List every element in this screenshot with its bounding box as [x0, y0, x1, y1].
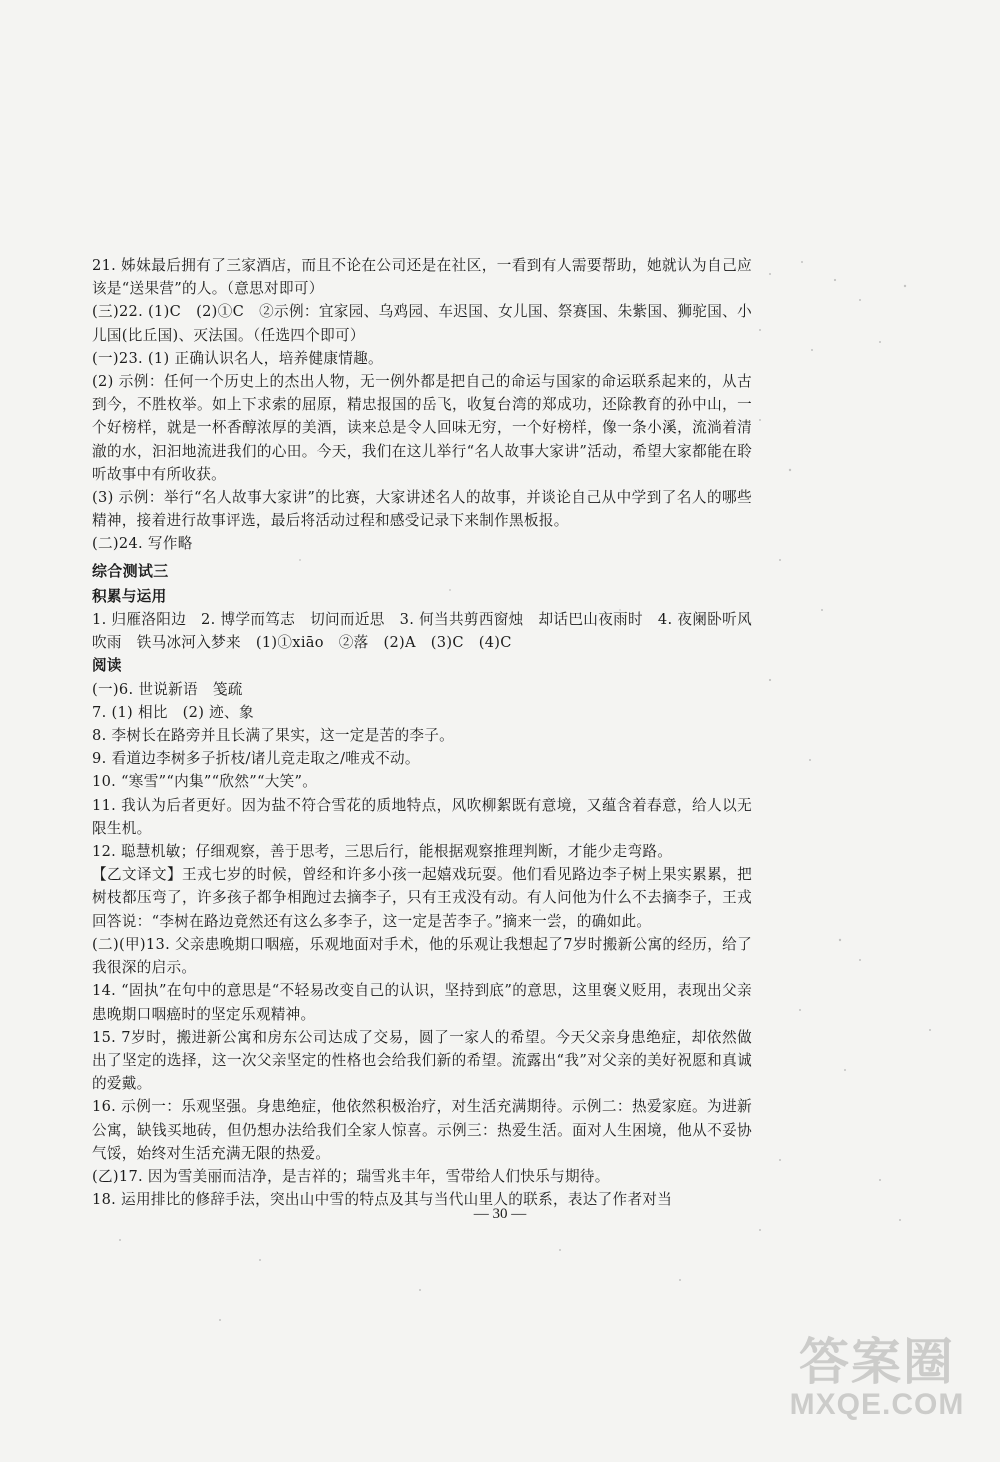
text-line: 11. 我认为后者更好。因为盐不符合雪花的质地特点，风吹柳絮既有意境，又蕴含着春意，给人以无限生机。: [92, 796, 752, 837]
watermark-logo-text: 答案圈: [799, 1333, 955, 1391]
text-line: (乙)17. 因为雪美丽而洁净，是吉祥的；瑞雪兆丰年，雪带给人们快乐与期待。: [92, 1167, 610, 1185]
text-line: 21. 姊妹最后拥有了三家酒店，而且不论在公司还是在社区，一看到有人需要帮助，她就认为自己应该是“送果营”的人。（意思对即可）: [92, 257, 752, 298]
text-line: (2) 示例：任何一个历史上的杰出人物，无一例外都是把自己的命运与国家的命运联系起来的，从古到今，不胜枚举。如上下求索的屈原，精忠报国的岳飞，收复台湾的郑成功，还除教育的孙中山，一个好榜样，就是一杯香醇浓厚的美酒，读来总是令人回味无穷，一个好榜样，像一条小溪，流淌着清澈的水，汩汩地流进我们的心田。今天，我们在这儿举行“名人故事大家讲”活动，希望大家都能在聆听故事中有所收获。: [92, 373, 752, 483]
answer-text: [92, 254, 752, 1211]
text-line: 【乙文译文】王戎七岁的时候，曾经和许多小孩一起嬉戏玩耍。他们看见路边李子树上果实累累，把树枝都压弯了，许多孩子都争相跑过去摘李子，只有王戎没有动。有人问他为什么不去摘李子，王戎回答说：“李树在路边竟然还有这么多李子，这一定是苦李子。”摘来一尝，的确如此。: [92, 866, 752, 930]
text-line: 16. 示例一：乐观坚强。身患绝症，他依然积极治疗，对生活充满期待。示例二：热爱家庭。为进新公寓，缺钱买地砖，但仍想办法给我们全家人惊喜。示例三：热爱生活。面对人生困境，他从不妥协气馁，始终对生活充满无限的热爱。: [92, 1098, 752, 1162]
text-line: (三)22. (1)C (2)①C ②示例：宜家园、乌鸡园、车迟国、女儿国、祭赛国、朱紫国、狮驼国、小儿国(比丘国)、灭法国。（任选四个即可）: [92, 303, 752, 344]
text-line: 10. “寒雪”“内集”“欣然”“大笑”。: [92, 773, 318, 791]
text-line: (二)24. 写作略: [92, 535, 193, 553]
text-line: 12. 聪慧机敏；仔细观察，善于思考，三思后行，能根据观察推理判断，才能少走弯路。: [92, 843, 673, 861]
text-line: 1. 归雁洛阳边 2. 博学而笃志 切问而近思 3. 何当共剪西窗烛 却话巴山夜雨时 4. 夜阑卧听风吹雨 铁马冰河入梦来 (1)①xiāo ②落 (2)A (3)C (4)C: [92, 611, 752, 652]
section-title: 综合测试三: [92, 561, 169, 580]
text-line: 14. “固执”在句中的意思是“不轻易改变自己的认识，坚持到底”的意思，这里褒义贬用，表现出父亲患晚期口咽癌时的坚定乐观精神。: [92, 982, 752, 1023]
text-line: (一)23. (1) 正确认识名人，培养健康情趣。: [92, 349, 383, 367]
text-line: (二)(甲)13. 父亲患晚期口咽癌，乐观地面对手术，他的乐观让我想起了7岁时搬新公寓的经历，给了我很深的启示。: [92, 935, 752, 977]
text-line: (一)6. 世说新语 笺疏: [92, 680, 243, 698]
watermark-url: MXQE.COM: [789, 1388, 965, 1421]
text-line: 9. 看道边李树多子折枝/诸儿竞走取之/唯戎不动。: [92, 750, 420, 768]
text-line: 7. (1) 相比 (2) 迹、象: [92, 703, 254, 721]
text-line: 15. 7岁时，搬进新公寓和房东公司达成了交易，圆了一家人的希望。今天父亲身患绝症，却依然做出了坚定的选择，这一次父亲坚定的性格也会给我们新的希望。流露出“我”对父亲的美好祝愿和真诚的爱戴。: [92, 1028, 752, 1093]
text-line: (3) 示例：举行“名人故事大家讲”的比赛，大家讲述名人的故事，并谈论自己从中学到了名人的哪些精神，接着进行故事评选，最后将活动过程和感受记录下来制作黑板报。: [92, 489, 752, 530]
site-watermark: [782, 1322, 972, 1434]
subheading-reading: 阅读: [92, 657, 122, 675]
text-line: 18. 运用排比的修辞手法，突出山中雪的特点及其与当代山里人的联系，表达了作者对当: [92, 1191, 673, 1209]
subheading-accumulation: 积累与运用: [92, 587, 167, 605]
text-line: 8. 李树长在路旁并且长满了果实，这一定是苦的李子。: [92, 727, 455, 745]
page-number: — 30 —: [473, 1206, 527, 1222]
